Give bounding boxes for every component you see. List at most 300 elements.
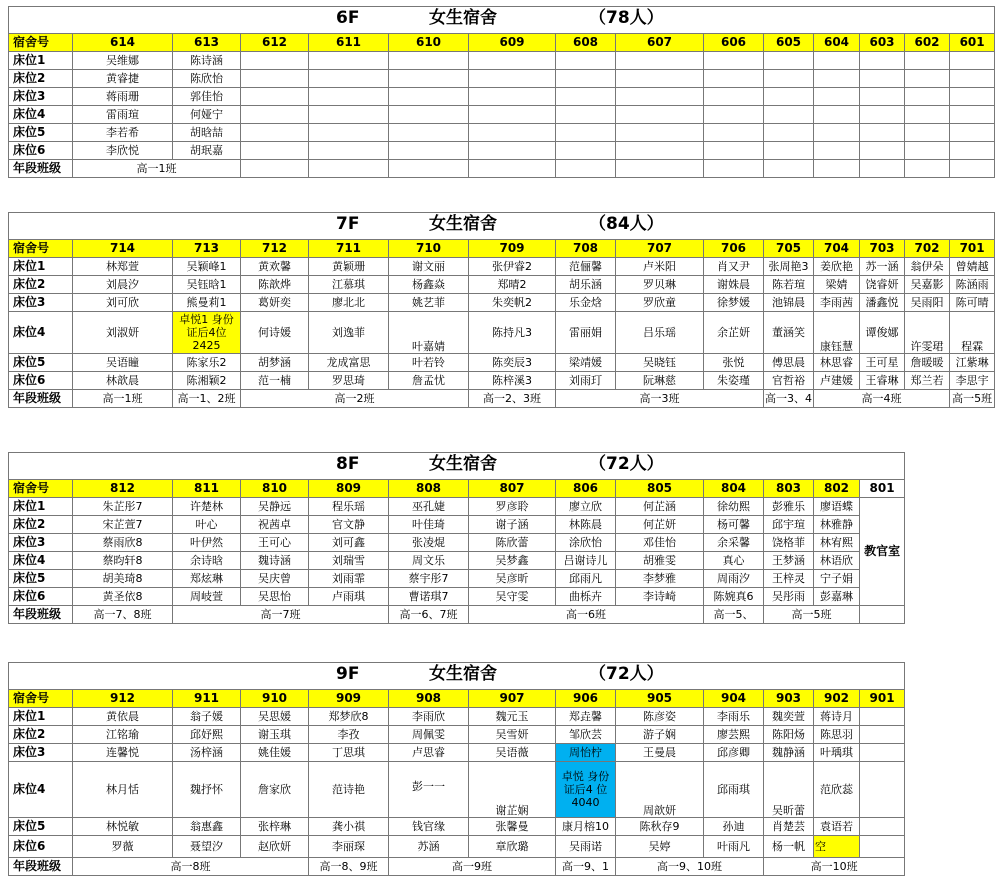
bed-label: 床位6: [9, 372, 73, 390]
grade-cell: 高一7、8班: [73, 606, 173, 624]
bed-cell: 官哲裕: [764, 372, 814, 390]
bed-cell: 吴钰晗1: [173, 276, 241, 294]
bed-cell: 官文静: [309, 516, 389, 534]
bed-cell: 黄依晨: [73, 708, 173, 726]
bed-row-6: [9, 142, 995, 160]
bed-cell: 饶格菲: [764, 534, 814, 552]
bed-cell: 魏奕萱: [764, 708, 814, 726]
room-number: 808: [389, 480, 469, 498]
bed-cell: 汤梓涵: [173, 744, 241, 762]
bed-cell: 叶心: [173, 516, 241, 534]
bed-row-5: [9, 570, 905, 588]
bed-cell: 廖语蝶: [814, 498, 860, 516]
bed-cell: 范欣蕊: [814, 762, 860, 818]
bed-cell: 余芷妍: [704, 312, 764, 354]
bed-cell: 周佩雯: [389, 726, 469, 744]
bed-cell: 宋芷萱7: [73, 516, 173, 534]
bed-label: 床位5: [9, 354, 73, 372]
room-number: 612: [241, 34, 309, 52]
bed-label: 床位1: [9, 498, 73, 516]
floor-9-title: [9, 663, 905, 690]
bed-label: 床位4: [9, 552, 73, 570]
bed-cell: 詹孟忧: [389, 372, 469, 390]
bed-cell: 熊曼莉1: [173, 294, 241, 312]
dorm-no-header: 宿舍号: [9, 240, 73, 258]
room-number: 604: [814, 34, 860, 52]
bed-cell: 谭俊娜: [860, 312, 905, 354]
bed-cell: 林郑萱: [73, 258, 173, 276]
bed-cell: 王梦涵: [764, 552, 814, 570]
bed-cell: 刘淑妍: [73, 312, 173, 354]
bed-cell: 陈湘颖2: [173, 372, 241, 390]
bed-cell: 葛妍奕: [241, 294, 309, 312]
bed-cell: 蔡昀轩8: [73, 552, 173, 570]
bed-cell: 刘瑞雪: [309, 552, 389, 570]
bed-cell: 刘晨汐: [73, 276, 173, 294]
bed-cell: 吴梦鑫: [469, 552, 556, 570]
grade-cell: 高一9、10班: [616, 858, 764, 876]
bed-cell: 巫孔婕: [389, 498, 469, 516]
bed-cell: 范俪馨: [556, 258, 616, 276]
bed-cell: 廖芸熙: [704, 726, 764, 744]
bed-label: 床位5: [9, 124, 73, 142]
bed-row-1: [9, 52, 995, 70]
bed-cell: 刘可鑫: [309, 534, 389, 552]
bed-cell: 李雨乐: [704, 708, 764, 726]
bed-row-3: [9, 294, 995, 312]
floor-label: 9F: [336, 664, 360, 684]
grade-row: [9, 160, 995, 178]
bed-cell: 谢玉琪: [241, 726, 309, 744]
bed-cell: 林语欣: [814, 552, 860, 570]
bed-cell: 郭佳怡: [173, 88, 241, 106]
bed-cell: 蔡雨欣8: [73, 534, 173, 552]
bed-cell: 许楚林: [173, 498, 241, 516]
room-number: 912: [73, 690, 173, 708]
bed-cell: 邓佳怡: [616, 534, 704, 552]
bed-cell: 陈可晴: [950, 294, 995, 312]
room-number: 702: [905, 240, 950, 258]
room-number: 602: [905, 34, 950, 52]
grade-cell: 高一9班: [389, 858, 556, 876]
bed-cell: 江铭瑜: [73, 726, 173, 744]
bed-label: 床位3: [9, 88, 73, 106]
bed-label: 床位2: [9, 516, 73, 534]
room-number: 704: [814, 240, 860, 258]
bed-cell: 魏抒怀: [173, 762, 241, 818]
bed-cell: 王可星: [860, 354, 905, 372]
grade-cell: 高一8、9班: [309, 858, 389, 876]
bed-cell: 林月恬: [73, 762, 173, 818]
bed-cell: 谢文丽: [389, 258, 469, 276]
floor-label: 8F: [336, 454, 360, 474]
bed-cell: 吴维娜: [73, 52, 173, 70]
room-number: 707: [616, 240, 704, 258]
bed-cell: 邱雨凡: [556, 570, 616, 588]
bed-cell: 徐幼熙: [704, 498, 764, 516]
room-number: 611: [309, 34, 389, 52]
bed-cell: 傅思晨: [764, 354, 814, 372]
bed-row-4: [9, 552, 905, 570]
bed-cell: 曲栎卉: [556, 588, 616, 606]
room-number: 911: [173, 690, 241, 708]
bed-cell: 叶伊然: [173, 534, 241, 552]
bed-cell: 宁子娟: [814, 570, 860, 588]
dorm-no-header: 宿舍号: [9, 690, 73, 708]
bed-cell: 罗贝琳: [616, 276, 704, 294]
bed-cell: 张周艳3: [764, 258, 814, 276]
bed-cell: 何芷涵: [616, 498, 704, 516]
bed-row-2: [9, 276, 995, 294]
bed-cell: 潘鑫悦: [860, 294, 905, 312]
bed-row-1: [9, 708, 905, 726]
bed-cell: 陈思羽: [814, 726, 860, 744]
bed-cell: 陈若瑄: [764, 276, 814, 294]
bed-cell: 周文乐: [389, 552, 469, 570]
bed-cell: 邱彦卿: [704, 744, 764, 762]
bed-cell: 龙成富思: [309, 354, 389, 372]
bed-label: 床位5: [9, 818, 73, 836]
bed-cell: 张伊睿2: [469, 258, 556, 276]
bed-row-5: [9, 818, 905, 836]
bed-cell: 彭雅乐: [764, 498, 814, 516]
grade-cell: 高一6、7班: [389, 606, 469, 624]
floor-label: 6F: [336, 8, 360, 28]
bed-cell: 张馨曼: [469, 818, 556, 836]
bed-cell: 吴语薇: [469, 744, 556, 762]
bed-cell: 胡晗喆: [173, 124, 241, 142]
bed-cell: 何诗媛: [241, 312, 309, 354]
grade-cell: 高一10班: [764, 858, 905, 876]
bed-cell: 蔡宇彤7: [389, 570, 469, 588]
bed-cell: 刘雨霏: [309, 570, 389, 588]
bed-label: 床位6: [9, 588, 73, 606]
bed-cell: 范一楠: [241, 372, 309, 390]
room-number: 909: [309, 690, 389, 708]
bed-cell: 陈婉真6: [704, 588, 764, 606]
bed-cell: 孙迪: [704, 818, 764, 836]
dorm-no-header: 宿舍号: [9, 480, 73, 498]
bed-label: 床位1: [9, 258, 73, 276]
bed-cell: 李雨欣: [389, 708, 469, 726]
room-number: 812: [73, 480, 173, 498]
bed-cell: 梁靖媛: [556, 354, 616, 372]
bed-cell: 彭嘉琳: [814, 588, 860, 606]
dorm-title: 女生宿舍: [429, 664, 497, 684]
bed-label: 床位5: [9, 570, 73, 588]
room-number: 714: [73, 240, 173, 258]
bed-cell: 陈涵雨: [950, 276, 995, 294]
room-number: 901: [860, 690, 905, 708]
bed-cell: 林陈晨: [556, 516, 616, 534]
bed-cell: 袁语若: [814, 818, 860, 836]
bed-cell: 郑兰若: [905, 372, 950, 390]
bed-cell: 吴守雯: [469, 588, 556, 606]
bed-cell: 邱宇瑄: [764, 516, 814, 534]
floor-8-section: [8, 452, 901, 624]
bed-row-6: [9, 836, 905, 858]
bed-cell: 郑梦欣8: [309, 708, 389, 726]
bed-cell: 江慕琪: [309, 276, 389, 294]
office-cell: 教官室: [860, 498, 905, 606]
room-number: 601: [950, 34, 995, 52]
bed-cell: 梁婧: [814, 276, 860, 294]
bed-cell: 吴彤雨: [764, 588, 814, 606]
bed-cell: 谢姝晨: [704, 276, 764, 294]
bed-cell: 徐梦媛: [704, 294, 764, 312]
bed-cell: 刘逸菲: [309, 312, 389, 354]
room-number: 908: [389, 690, 469, 708]
bed-cell: 陈歆烨: [241, 276, 309, 294]
bed-row-5: [9, 124, 995, 142]
bed-cell: 陈秋存9: [616, 818, 704, 836]
bed-cell: 卢雨琪: [309, 588, 389, 606]
bed-cell: 真心: [704, 552, 764, 570]
bed-cell: 涂欣怡: [556, 534, 616, 552]
bed-cell: 吕乐瑶: [616, 312, 704, 354]
bed-cell: 池锦晨: [764, 294, 814, 312]
bed-cell: 邹欣芸: [556, 726, 616, 744]
bed-cell: 江紫琳: [950, 354, 995, 372]
bed-cell: 祝茜卓: [241, 516, 309, 534]
grade-cell: 高一5班: [950, 390, 995, 408]
bed-label: 床位2: [9, 276, 73, 294]
room-number: 607: [616, 34, 704, 52]
bed-cell: 余诗晗: [173, 552, 241, 570]
bed-cell: 李诗崎: [616, 588, 704, 606]
grade-row: [9, 858, 905, 876]
bed-cell: 叶瑀琪: [814, 744, 860, 762]
bed-cell: 许雯珺: [905, 312, 950, 354]
bed-cell: 詹家欣: [241, 762, 309, 818]
bed-cell: 谢芷娴: [469, 762, 556, 818]
bed-cell: 罗彦聆: [469, 498, 556, 516]
bed-row-3: [9, 534, 905, 552]
bed-cell: 姜欣艳: [814, 258, 860, 276]
bed-cell: 陈阳炀: [764, 726, 814, 744]
room-number: 703: [860, 240, 905, 258]
room-number: 614: [73, 34, 173, 52]
bed-cell: 刘可欣: [73, 294, 173, 312]
bed-row-4: [9, 312, 995, 354]
bed-cell: 杨鑫焱: [389, 276, 469, 294]
floor-8-table: [8, 452, 905, 624]
bed-cell: 肖又尹: [704, 258, 764, 276]
room-number: 810: [241, 480, 309, 498]
grade-label: 年段班级: [9, 160, 73, 178]
room-number: 807: [469, 480, 556, 498]
bed-cell: 丁思琪: [309, 744, 389, 762]
bed-cell: 叶雨凡: [704, 836, 764, 858]
bed-cell: 吴婷: [616, 836, 704, 858]
bed-cell: 谢子涵: [469, 516, 556, 534]
bed-row-1: [9, 498, 905, 516]
bed-cell: 雷丽娟: [556, 312, 616, 354]
floor-6-title: [9, 7, 995, 34]
bed-cell: 吴庆曾: [241, 570, 309, 588]
bed-cell: 邱雨琪: [704, 762, 764, 818]
bed-cell: 吕谢诗儿: [556, 552, 616, 570]
dorm-count: （84人）: [589, 214, 664, 234]
bed-cell: 罗薇: [73, 836, 173, 858]
bed-cell: 廖立欣: [556, 498, 616, 516]
floor-7-table: [8, 212, 995, 408]
bed-cell-highlighted: 卓悦1 身份证后4位 2425: [173, 312, 241, 354]
room-number: 609: [469, 34, 556, 52]
bed-cell: 曾婧越: [950, 258, 995, 276]
bed-cell-highlighted: 卓悦 身份证后4 位 4040: [556, 762, 616, 818]
room-number: 811: [173, 480, 241, 498]
room-number: 803: [764, 480, 814, 498]
bed-cell: 林歆晨: [73, 372, 173, 390]
bed-cell: 陈彦姿: [616, 708, 704, 726]
bed-cell: 乐金焓: [556, 294, 616, 312]
bed-cell: 康月榕10: [556, 818, 616, 836]
bed-cell: 李若希: [73, 124, 173, 142]
dorm-count: （72人）: [589, 454, 664, 474]
grade-cell: 高一9、1: [556, 858, 616, 876]
bed-cell: 黄颖珊: [309, 258, 389, 276]
bed-cell: 胡梦涵: [241, 354, 309, 372]
bed-label: 床位6: [9, 836, 73, 858]
bed-row-1: [9, 258, 995, 276]
bed-cell: 魏静涵: [764, 744, 814, 762]
bed-cell: 康钰慧: [814, 312, 860, 354]
bed-cell: 胡美琦8: [73, 570, 173, 588]
bed-cell: 陈梓溪3: [469, 372, 556, 390]
dorm-count: （78人）: [589, 8, 664, 28]
bed-cell: 胡乐涵: [556, 276, 616, 294]
bed-label: 床位4: [9, 106, 73, 124]
bed-cell: 王可心: [241, 534, 309, 552]
bed-cell: 胡雅雯: [616, 552, 704, 570]
bed-cell: 彭一一: [389, 762, 469, 818]
bed-cell: 吴彦昕: [469, 570, 556, 588]
floor-6-section: [8, 6, 994, 178]
room-number: 712: [241, 240, 309, 258]
bed-cell: 蒋诗月: [814, 708, 860, 726]
bed-cell: 李思宇: [950, 372, 995, 390]
room-number: 610: [389, 34, 469, 52]
bed-cell: 何娅宁: [173, 106, 241, 124]
bed-cell: 林雅静: [814, 516, 860, 534]
bed-label: 床位3: [9, 534, 73, 552]
bed-cell: 吴静远: [241, 498, 309, 516]
grade-cell: 高一4班: [814, 390, 950, 408]
dorm-no-header: 宿舍号: [9, 34, 73, 52]
bed-cell: 陈奕辰3: [469, 354, 556, 372]
bed-cell: 黄圣依8: [73, 588, 173, 606]
room-number: 709: [469, 240, 556, 258]
bed-cell: 翁伊朵: [905, 258, 950, 276]
bed-cell: 卢建媛: [814, 372, 860, 390]
room-number: 906: [556, 690, 616, 708]
room-number: 708: [556, 240, 616, 258]
bed-cell: 张凌焜: [389, 534, 469, 552]
bed-cell: 张悦: [704, 354, 764, 372]
room-number: 801: [860, 480, 905, 498]
bed-cell: 陈家乐2: [173, 354, 241, 372]
grade-cell: 高一7班: [173, 606, 389, 624]
bed-cell: 邱妤熙: [173, 726, 241, 744]
bed-cell: 罗欣童: [616, 294, 704, 312]
bed-label: 床位2: [9, 726, 73, 744]
bed-label: 床位3: [9, 744, 73, 762]
bed-label: 床位2: [9, 70, 73, 88]
bed-cell: 周雨汐: [704, 570, 764, 588]
grade-label: 年段班级: [9, 606, 73, 624]
bed-cell-highlighted: 周怡柠: [556, 744, 616, 762]
bed-cell: 雷雨瑄: [73, 106, 173, 124]
grade-cell: 高一1班: [73, 160, 241, 178]
bed-cell: 廖北北: [309, 294, 389, 312]
bed-cell: 聂望汐: [173, 836, 241, 858]
bed-cell: 周歆妍: [616, 762, 704, 818]
bed-cell: 刘雨玎: [556, 372, 616, 390]
bed-cell: 何芷妍: [616, 516, 704, 534]
grade-cell: 高一6班: [469, 606, 704, 624]
bed-cell: 魏诗涵: [241, 552, 309, 570]
bed-cell: 吴雪妍: [469, 726, 556, 744]
bed-cell: 郑垚馨: [556, 708, 616, 726]
bed-row-4: [9, 106, 995, 124]
bed-cell: 余采馨: [704, 534, 764, 552]
bed-cell: 朱芷彤7: [73, 498, 173, 516]
bed-cell: 郑晴2: [469, 276, 556, 294]
bed-cell: 罗思琦: [309, 372, 389, 390]
bed-cell-empty: 空: [814, 836, 860, 858]
bed-row-5: [9, 354, 995, 372]
bed-cell: 蒋雨珊: [73, 88, 173, 106]
floor-8-title: [9, 453, 905, 480]
bed-cell: 吴语瞳: [73, 354, 173, 372]
floor-7-title: [9, 213, 995, 240]
bed-cell: 龚小祺: [309, 818, 389, 836]
bed-cell: 陈诗涵: [173, 52, 241, 70]
bed-cell: 张梓琳: [241, 818, 309, 836]
bed-cell: 王梓灵: [764, 570, 814, 588]
bed-cell: 郑炫琳: [173, 570, 241, 588]
floor-6-table: [8, 6, 995, 178]
room-number: 710: [389, 240, 469, 258]
room-number: 902: [814, 690, 860, 708]
bed-cell: 杨可馨: [704, 516, 764, 534]
room-number: 802: [814, 480, 860, 498]
dorm-title: 女生宿舍: [429, 454, 497, 474]
room-number: 809: [309, 480, 389, 498]
bed-label: 床位1: [9, 708, 73, 726]
bed-label: 床位3: [9, 294, 73, 312]
room-number: 804: [704, 480, 764, 498]
bed-row-2: [9, 516, 905, 534]
bed-row-3: [9, 88, 995, 106]
bed-cell: 陈持凡3: [469, 312, 556, 354]
bed-cell: 魏元玉: [469, 708, 556, 726]
bed-row-3: [9, 744, 905, 762]
grade-cell: 高一3班: [556, 390, 764, 408]
bed-cell: 苏一涵: [860, 258, 905, 276]
bed-cell: 周岐萱: [173, 588, 241, 606]
room-number: 905: [616, 690, 704, 708]
dorm-title: 女生宿舍: [429, 8, 497, 28]
dorm-count: （72人）: [589, 664, 664, 684]
bed-label: 床位6: [9, 142, 73, 160]
room-number: 904: [704, 690, 764, 708]
bed-cell: 吴晓钰: [616, 354, 704, 372]
room-number: 706: [704, 240, 764, 258]
room-number: 613: [173, 34, 241, 52]
bed-cell: 姚艺菲: [389, 294, 469, 312]
